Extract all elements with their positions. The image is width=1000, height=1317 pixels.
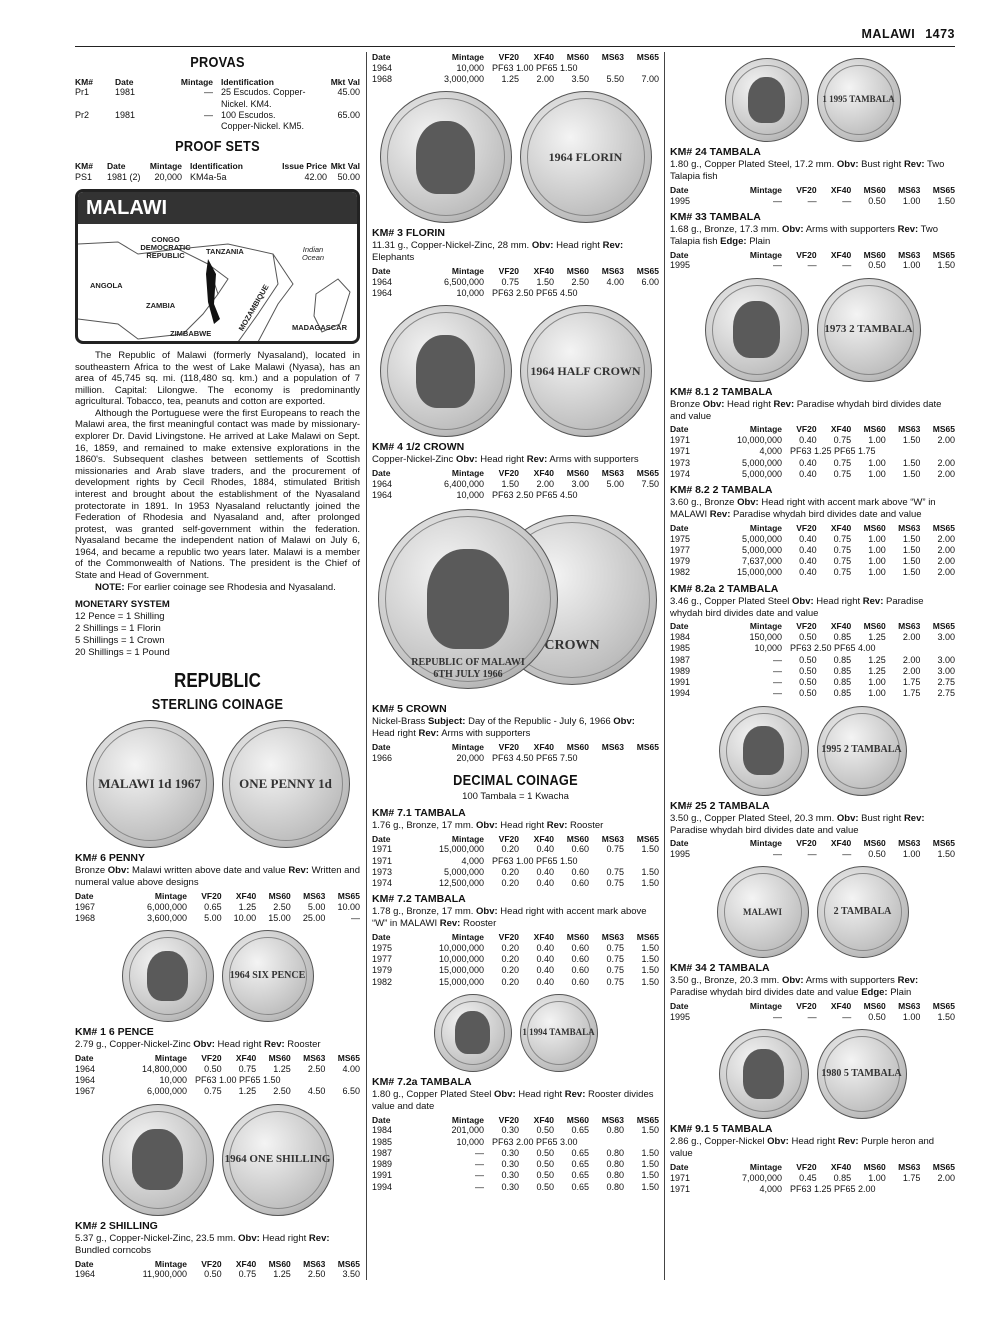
florin-reverse-image: 1964 FLORIN — [520, 91, 652, 223]
km24-coin-images — [670, 58, 955, 142]
crown-reverse-image: CROWN — [487, 515, 657, 685]
proof-sets-table-header: KM# Date Mintage Identification Issue Price Mkt Val — [75, 161, 360, 172]
penny-obverse-image: MALAWI 1d 1967 — [86, 720, 214, 848]
price-table-row: 1991 — 0.50 0.85 1.00 1.75 2.75 — [670, 677, 955, 687]
km2-table — [75, 1259, 360, 1281]
intro-note: NOTE: For earlier coinage see Rhodesia and Nyasaland. — [95, 581, 336, 593]
price-table-header: Date Mintage VF20 XF40 MS60 MS63 MS65 — [670, 184, 955, 195]
proof-sets-table — [75, 172, 360, 183]
price-table-row: 1989 — 0.30 0.50 0.65 0.80 1.50 — [372, 1159, 659, 1169]
price-table-row: 1979 7,637,000 0.40 0.75 1.00 1.50 2.00 — [670, 556, 955, 566]
florin-obverse-image — [380, 91, 512, 223]
km25-description: 3.50 g., Copper Plated Steel, 20.3 mm. Obv: Bust right Rev: Paradise whydah bird divides date and value — [670, 812, 925, 836]
map-label-madagascar: MADAGASCAR — [292, 323, 347, 332]
km25-table — [670, 838, 955, 860]
km5-title: KM# 5 CROWN — [372, 703, 447, 716]
km5-description: Nickel-Brass Subject: Day of the Republic - July 6, 1966 Obv: Head right Rev: Arms with supporters — [372, 716, 635, 740]
proof-row: 1985 10,000 PF63 2.50 PF65 4.00 — [670, 643, 876, 654]
proof-row: 1964 10,000 PF63 1.00 PF65 1.50 — [75, 1075, 281, 1086]
km5-table — [372, 742, 659, 764]
km4-description: Copper-Nickel-Zinc Obv: Head right Rev: Arms with supporters — [372, 454, 639, 466]
km7-1-table — [372, 834, 659, 890]
provas-row: Pr2 1981 — 100 Escudos. Copper-Nickel. KM5. 65.00 — [75, 109, 360, 132]
km33-title: KM# 33 TAMBALA — [670, 210, 761, 223]
tambala-coin-images — [372, 994, 659, 1072]
price-table-row: 1974 5,000,000 0.40 0.75 1.00 1.50 2.00 — [670, 468, 955, 479]
shilling-reverse-image: 1964 ONE SHILLING — [222, 1104, 334, 1216]
km6-table — [75, 891, 360, 924]
price-table-row: 1964 6,400,000 1.50 2.00 3.00 5.00 7.50 — [372, 478, 659, 489]
price-table-row: 1975 5,000,000 0.40 0.75 1.00 1.50 2.00 — [670, 533, 955, 544]
proof-row: 1966 20,000 PF63 4.50 PF65 7.50 — [372, 752, 578, 763]
proof-row: 1964 10,000 PF63 1.00 PF65 1.50 — [372, 62, 578, 73]
price-table-header: Date Mintage VF20 XF40 MS60 MS63 MS65 — [372, 932, 659, 943]
column-2 — [372, 52, 659, 1193]
map-label-tanzania: TANZANIA — [206, 247, 244, 256]
km9-1-obverse-image — [719, 1029, 809, 1119]
km3-title: KM# 3 FLORIN — [372, 227, 445, 240]
half-crown-obverse-image — [380, 305, 512, 437]
shilling-obverse-image — [102, 1104, 214, 1216]
km1-description: 2.79 g., Copper-Nickel-Zinc Obv: Head right Rev: Rooster — [75, 1039, 321, 1051]
price-table-row: 1977 10,000,000 0.20 0.40 0.60 0.75 1.50 — [372, 954, 659, 964]
price-table-row: 1971 7,000,000 0.45 0.85 1.00 1.75 2.00 — [670, 1172, 955, 1183]
km1-title: KM# 1 6 PENCE — [75, 1026, 154, 1039]
proof-row: 1964 10,000 PF63 2.50 PF65 4.50 — [372, 287, 578, 298]
price-table-row: 1968 3,000,000 1.25 2.00 3.50 5.50 7.00 — [372, 73, 659, 84]
km8-2-title: KM# 8.2 2 TAMBALA — [670, 484, 773, 496]
km24-description: 1.80 g., Copper Plated Steel, 17.2 mm. Obv: Bust right Rev: Two Talapia fish — [670, 159, 945, 182]
column-divider — [366, 52, 367, 1280]
km7-2a-table — [372, 1115, 659, 1193]
price-table-row: 1995 — — — 0.50 1.00 1.50 — [670, 260, 955, 271]
price-table-row: 1994 — 0.30 0.50 0.65 0.80 1.50 — [372, 1181, 659, 1192]
km8-1-coin-images — [670, 278, 955, 382]
header-page-number: 1473 — [925, 27, 955, 41]
price-table-row: 1964 14,800,000 0.50 0.75 1.25 2.50 4.00 — [75, 1063, 360, 1074]
price-table-header: Date Mintage VF20 XF40 MS60 MS63 MS65 — [372, 468, 659, 479]
price-table-header: Date Mintage VF20 XF40 MS60 MS63 MS65 — [372, 1114, 659, 1125]
price-table-row: 1979 15,000,000 0.20 0.40 0.60 0.75 1.50 — [372, 965, 659, 976]
price-table-header: Date Mintage VF20 XF40 MS60 MS63 MS65 — [372, 742, 659, 753]
km3-table — [372, 266, 659, 299]
price-table-header: Date Mintage VF20 XF40 MS60 MS63 MS65 — [670, 838, 955, 849]
price-table-row: 1974 12,500,000 0.20 0.40 0.60 0.75 1.50 — [372, 878, 659, 888]
running-header — [852, 27, 956, 43]
km4-table — [372, 468, 659, 501]
km8-1-description: Bronze Obv: Head right Rev: Paradise whydah bird divides date and value — [670, 398, 942, 422]
km34-reverse-image: 2 TAMBALA — [817, 866, 909, 958]
price-table-row: 1975 10,000,000 0.20 0.40 0.60 0.75 1.50 — [372, 942, 659, 953]
tambala-obverse-image — [434, 994, 512, 1072]
monetary-line: 5 Shillings = 1 Crown — [75, 634, 165, 646]
price-table-header: Date Mintage VF20 XF40 MS60 MS63 MS65 — [372, 833, 659, 844]
km25-coin-images — [670, 706, 955, 796]
column-divider — [664, 52, 665, 1280]
km6-description: Bronze Obv: Malawi written above date and value Rev: Written and numeral value above designs — [75, 865, 360, 889]
price-table-row: 1967 6,000,000 0.65 1.25 2.50 5.00 10.00 — [75, 901, 360, 912]
sixpence-obverse-image — [122, 930, 214, 1022]
shilling-continued-table — [372, 52, 659, 85]
provas-table-header: KM# Date Mintage Identification Mkt Val — [75, 76, 360, 87]
km3-description: 11.31 g., Copper-Nickel-Zinc, 28 mm. Obv: Head right Rev: Elephants — [372, 240, 624, 264]
half-crown-coin-images — [372, 305, 659, 437]
price-table-row: 1995 — — — 0.50 1.00 1.50 — [670, 195, 955, 206]
km34-table — [670, 1001, 955, 1023]
km25-obverse-image — [719, 706, 809, 796]
proof-set-row: PS1 1981 (2) 20,000 KM4a-5a 42.00 50.00 — [75, 171, 360, 182]
sixpence-coin-images — [75, 930, 360, 1022]
crown-coin-images — [372, 507, 659, 697]
sixpence-reverse-image: 1964 SIX PENCE — [222, 930, 314, 1022]
proof-row: 1964 10,000 PF63 2.50 PF65 4.50 — [372, 490, 578, 500]
price-table-row: 1977 5,000,000 0.40 0.75 1.00 1.50 2.00 — [670, 544, 955, 555]
header-rule — [75, 46, 955, 47]
km7-1-description: 1.76 g., Bronze, 17 mm. Obv: Head right Rev: Rooster — [372, 819, 604, 831]
intro-paragraph-1: The Republic of Malawi (formerly Nyasaland), located in southeastern Africa to the west of Lake Malawi (Nyasa), has an area of 45,745 sq. mi. (118,480 sq. km.) and a population of 7 million. Capital: Lilongwe. The economy is predominantly agricultural. Tobacco, tea, peanuts and cotton are exported. — [75, 350, 360, 408]
km8-1-title: KM# 8.1 2 TAMBALA — [670, 385, 773, 398]
km34-title: KM# 34 2 TAMBALA — [670, 962, 770, 975]
price-table-header: Date Mintage VF20 XF40 MS60 MS63 MS65 — [670, 424, 955, 435]
penny-coin-images — [75, 720, 360, 848]
km1-table — [75, 1053, 360, 1097]
price-table-header: Date Mintage VF20 XF40 MS60 MS63 MS65 — [75, 1258, 360, 1269]
price-table-row: 1994 — 0.50 0.85 1.00 1.75 2.75 — [670, 688, 955, 699]
price-table-row: 1987 — 0.50 0.85 1.25 2.00 3.00 — [670, 654, 955, 665]
monetary-line: 2 Shillings = 1 Florin — [75, 622, 161, 634]
km9-1-reverse-image: 1980 5 TAMBALA — [817, 1029, 907, 1119]
provas-table — [75, 87, 360, 132]
price-table-row: 1982 15,000,000 0.20 0.40 0.60 0.75 1.50 — [372, 976, 659, 987]
km8-2-description: 3.60 g., Bronze Obv: Head right with accent mark above “W” in MALAWI Rev: Paradise whydah bird divides date and value — [670, 497, 936, 520]
price-table-row: 1968 3,600,000 5.00 10.00 15.00 25.00 — — [75, 913, 360, 924]
decimal-coinage-subtitle: 100 Tambala = 1 Kwacha — [462, 790, 569, 802]
map-title: MALAWI — [86, 197, 168, 219]
km8-2a-description: 3.46 g., Copper Plated Steel Obv: Head right Rev: Paradise whydah bird divides date and value — [670, 595, 924, 619]
map-label-zimbabwe: ZIMBABWE — [170, 329, 212, 338]
km8-1-table — [670, 424, 955, 480]
km33-table — [670, 250, 955, 272]
price-table-row: 1964 11,900,000 0.50 0.75 1.25 2.50 3.50 — [75, 1269, 360, 1280]
km24-reverse-image: 1 1995 TAMBALA — [817, 58, 901, 142]
price-table-row: 1967 6,000,000 0.75 1.25 2.50 4.50 6.50 — [75, 1086, 360, 1097]
price-table-row: 1982 15,000,000 0.40 0.75 1.00 1.50 2.00 — [670, 567, 955, 578]
proof-row: 1971 4,000 PF63 1.25 PF65 2.00 — [670, 1183, 876, 1194]
km9-1-title: KM# 9.1 5 TAMBALA — [670, 1123, 773, 1135]
republic-heading: REPUBLIC — [174, 669, 261, 692]
map-label-congo: CONGO DEMOCRATIC REPUBLIC — [140, 235, 191, 260]
km8-2a-table — [670, 621, 955, 699]
km7-2-title: KM# 7.2 TAMBALA — [372, 893, 466, 906]
proof-row: 1971 4,000 PF63 1.25 PF65 1.75 — [670, 446, 876, 457]
km7-1-title: KM# 7.1 TAMBALA — [372, 806, 466, 819]
km2-title: KM# 2 SHILLING — [75, 1219, 158, 1232]
header-country: MALAWI — [861, 27, 916, 41]
km9-1-description: 2.86 g., Copper-Nickel Obv: Head right Rev: Purple heron and value — [670, 1136, 935, 1159]
km25-reverse-image: 1995 2 TAMBALA — [817, 706, 907, 796]
price-table-row: 1991 — 0.30 0.50 0.65 0.80 1.50 — [372, 1170, 659, 1181]
map-label-zambia: ZAMBIA — [146, 301, 176, 310]
column-3 — [670, 52, 955, 1195]
price-table-row: 1973 5,000,000 0.20 0.40 0.60 0.75 1.50 — [372, 866, 659, 877]
price-table-header: Date Mintage VF20 XF40 MS60 MS63 MS65 — [670, 249, 955, 260]
km7-2a-description: 1.80 g., Copper Plated Steel Obv: Head right Rev: Rooster divides value and date — [372, 1088, 654, 1112]
penny-reverse-image: ONE PENNY 1d — [222, 720, 350, 848]
km8-2-table — [670, 523, 955, 579]
km24-table — [670, 185, 955, 207]
km24-title: KM# 24 TAMBALA — [670, 146, 761, 158]
price-table-header: Date Mintage VF20 XF40 MS60 MS63 MS65 — [372, 52, 659, 62]
column-1 — [75, 52, 360, 1280]
price-table-row: 1987 — 0.30 0.50 0.65 0.80 1.50 — [372, 1147, 659, 1158]
km8-1-reverse-image: 1973 2 TAMBALA — [817, 278, 921, 382]
price-table-row: 1989 — 0.50 0.85 1.25 2.00 3.00 — [670, 665, 955, 676]
km7-2-table — [372, 932, 659, 988]
km2-description: 5.37 g., Copper-Nickel-Zinc, 23.5 mm. Obv: Head right Rev: Bundled corncobs — [75, 1232, 330, 1256]
km9-1-table — [670, 1162, 955, 1195]
price-table-header: Date Mintage VF20 XF40 MS60 MS63 MS65 — [75, 891, 360, 902]
km24-obverse-image — [725, 58, 809, 142]
price-table-row: 1984 201,000 0.30 0.50 0.65 0.80 1.50 — [372, 1125, 659, 1136]
crown-obverse-image: REPUBLIC OF MALAWI 6TH JULY 1966 — [378, 509, 558, 689]
km8-2a-title: KM# 8.2a 2 TAMBALA — [670, 582, 779, 595]
km4-title: KM# 4 1/2 CROWN — [372, 441, 465, 454]
proof-sets-heading: PROOF SETS — [175, 138, 260, 156]
price-table-header: Date Mintage VF20 XF40 MS60 MS63 MS65 — [670, 522, 955, 533]
map-label-mozambique: MOZAMBIQUE — [236, 282, 271, 333]
km7-2-description: 1.78 g., Bronze, 17 mm. Obv: Head right with accent mark above “W” in MALAWI Rev: Rooster — [372, 906, 647, 930]
provas-heading: PROVAS — [190, 54, 245, 71]
proof-row: 1985 10,000 PF63 2.00 PF65 3.00 — [372, 1136, 578, 1147]
km33-description: 1.68 g., Bronze, 17.3 mm. Obv: Arms with supporters Rev: Two Talapia fish Edge: Plain — [670, 223, 939, 247]
km25-title: KM# 25 2 TAMBALA — [670, 799, 770, 812]
monetary-system-heading: MONETARY SYSTEM — [75, 599, 170, 611]
price-table-row: 1995 — — — 0.50 1.00 1.50 — [670, 849, 955, 859]
price-table-header: Date Mintage VF20 XF40 MS60 MS63 MS65 — [670, 1001, 955, 1012]
monetary-line: 20 Shillings = 1 Pound — [75, 646, 170, 658]
price-table-row: 1984 150,000 0.50 0.85 1.25 2.00 3.00 — [670, 632, 955, 642]
price-table-header: Date Mintage VF20 XF40 MS60 MS63 MS65 — [75, 1053, 360, 1064]
map-label-angola: ANGOLA — [90, 281, 123, 290]
km6-title: KM# 6 PENNY — [75, 852, 146, 865]
price-table-header: Date Mintage VF20 XF40 MS60 MS63 MS65 — [670, 621, 955, 632]
price-table-header: Date Mintage VF20 XF40 MS60 MS63 MS65 — [372, 266, 659, 276]
sterling-coinage-heading: STERLING COINAGE — [151, 695, 284, 713]
intro-paragraph-2: Although the Portuguese were the first Europeans to reach the Malawi area, the first meaningful contact was made by missionary-explorer Dr. David Livingstone. He arrived at Lake Malawi on Sept. 16, 1859, and remained to make extensive explorations in the 1860's. Subsequent clashes between settlements of Scottish missionaries and Arab slave traders, and the procurement of development rights by Cecil Rhodes, 1884, stimulated British interest and brought about the establishment of the Nyasaland protectorate in 1891. In 1953 Nyasaland reluctantly joined the Federation of Rhodesia and Nyasaland and, after prolonged protest, was granted self-government within the federation. Nyasaland became the independent nation of Malawi on July 6, 1964, and became a republic two years later. Malawi is a member of the Commonwealth of Nations. The president is the Chief of State and Head of Government. — [75, 407, 360, 581]
km34-description: 3.50 g., Bronze, 20.3 mm. Obv: Arms with supporters Rev: Paradise whydah bird divides date and value Edge: Plain — [670, 975, 919, 999]
provas-row: Pr1 1981 — 25 Escudos. Copper-Nickel. KM4. 45.00 — [75, 87, 360, 109]
price-table-row: 1995 — — — 0.50 1.00 1.50 — [670, 1011, 955, 1022]
km34-obverse-image: MALAWI — [717, 866, 809, 958]
price-table-row: 1964 6,500,000 0.75 1.50 2.50 4.00 6.00 — [372, 276, 659, 287]
proof-row: 1971 4,000 PF63 1.00 PF65 1.50 — [372, 855, 578, 866]
tambala-reverse-image: 1 1994 TAMBALA — [520, 994, 598, 1072]
florin-coin-images — [372, 91, 659, 223]
price-table-row: 1971 15,000,000 0.20 0.40 0.60 0.75 1.50 — [372, 844, 659, 855]
shilling-coin-images — [75, 1104, 360, 1216]
price-table-row: 1971 10,000,000 0.40 0.75 1.00 1.50 2.00 — [670, 435, 955, 445]
km34-coin-images — [670, 866, 955, 958]
km7-2a-title: KM# 7.2a TAMBALA — [372, 1075, 472, 1088]
monetary-line: 12 Pence = 1 Shilling — [75, 611, 165, 623]
decimal-coinage-heading: DECIMAL COINAGE — [453, 772, 578, 789]
km8-1-obverse-image — [705, 278, 809, 382]
malawi-map — [75, 189, 360, 344]
km9-1-coin-images — [670, 1029, 955, 1119]
half-crown-reverse-image: 1964 HALF CROWN — [520, 305, 652, 437]
map-label-indian-ocean: Indian Ocean — [301, 245, 325, 262]
price-table-header: Date Mintage VF20 XF40 MS60 MS63 MS65 — [670, 1161, 955, 1172]
price-table-row: 1973 5,000,000 0.40 0.75 1.00 1.50 2.00 — [670, 457, 955, 468]
